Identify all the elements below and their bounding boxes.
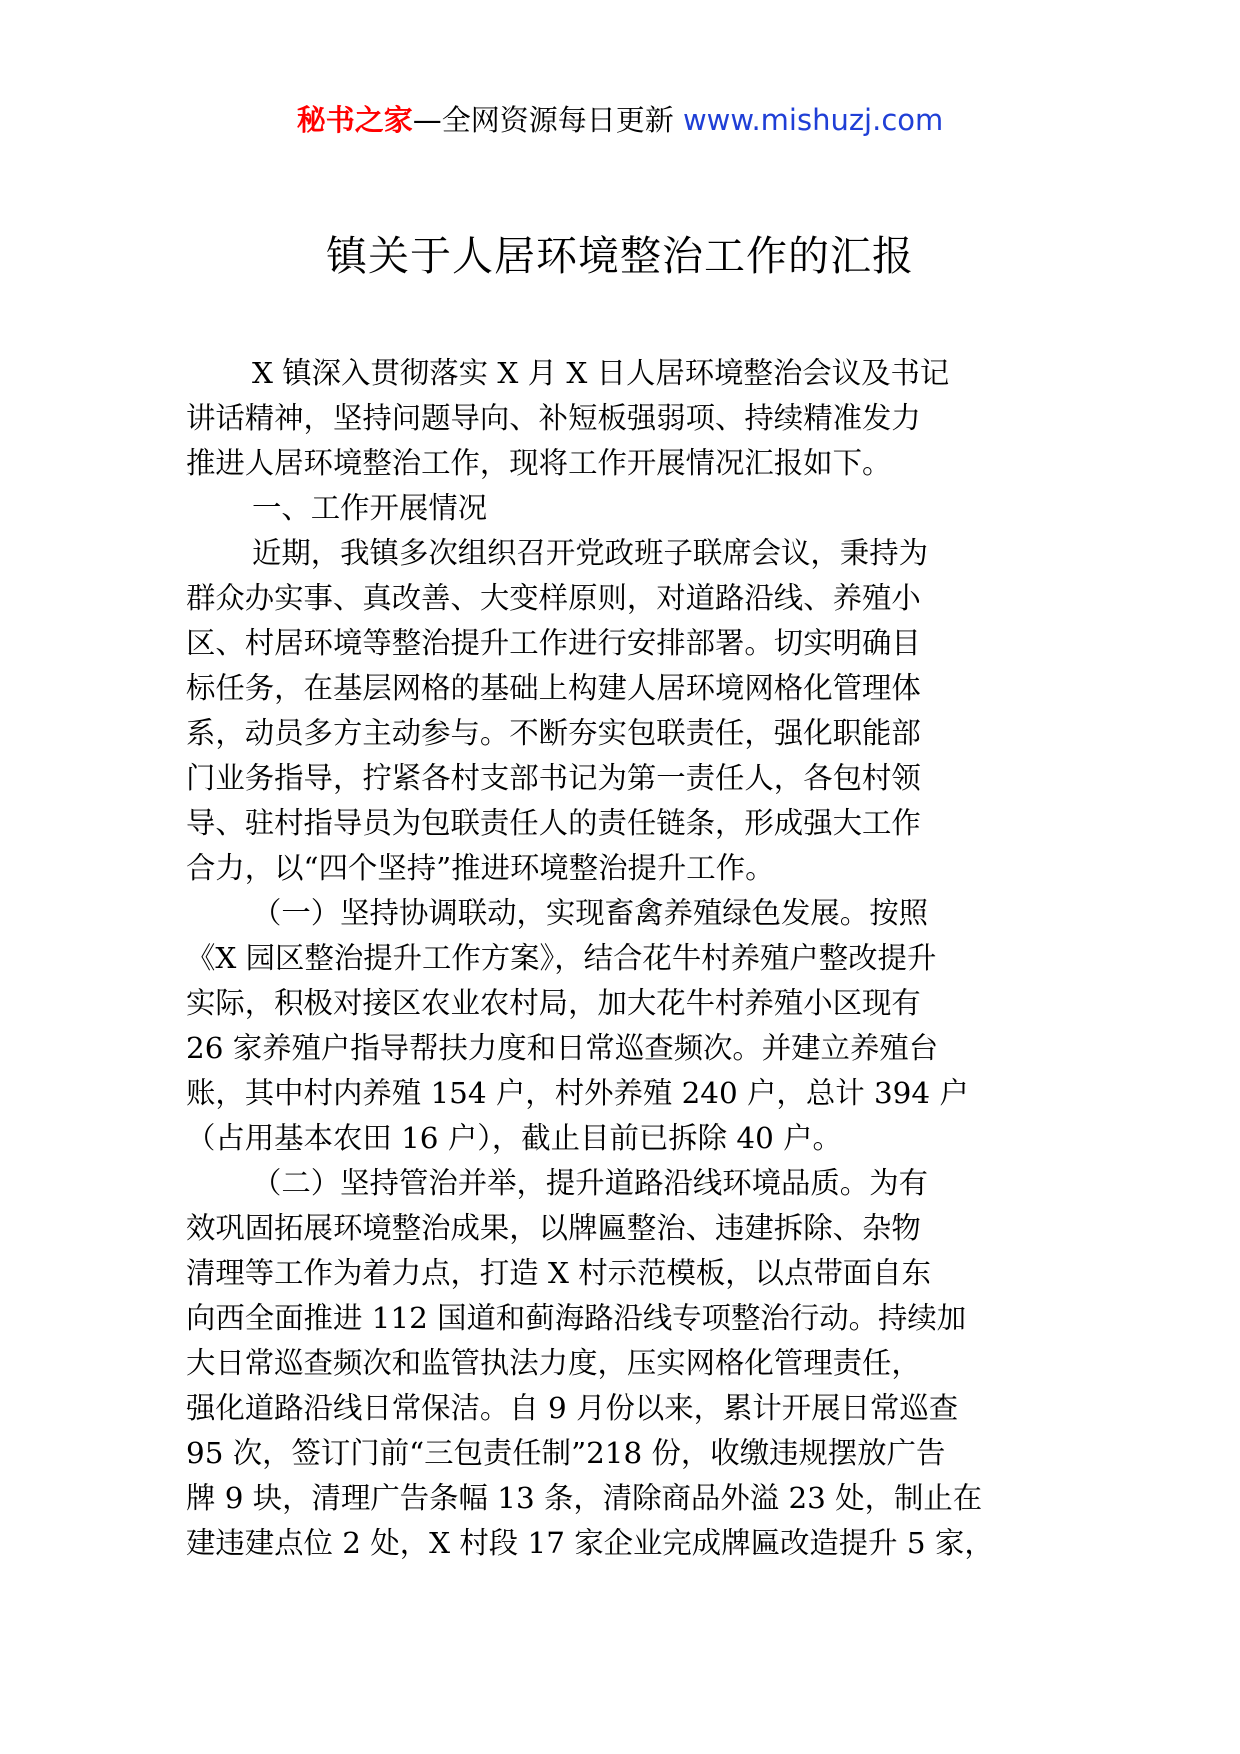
body-line: 导、驻村指导员为包联责任人的责任链条，形成强大工作 (186, 806, 921, 840)
document-title: 镇关于人居环境整治工作的汇报 (326, 232, 914, 280)
body-line: 讲话精神，坚持问题导向、补短板强弱项、持续精准发力 (186, 401, 921, 435)
body-line: 一、工作开展情况 (252, 491, 488, 525)
body-line: 向西全面推进 112 国道和蓟海路沿线专项整治行动。持续加 (186, 1301, 967, 1335)
body-line: 系，动员多方主动参与。不断夯实包联责任，强化职能部 (186, 716, 921, 750)
body-line: （一）坚持协调联动，实现畜禽养殖绿色发展。按照 (252, 896, 928, 930)
body-line: 清理等工作为着力点，打造 X 村示范模板，以点带面自东 (186, 1256, 931, 1290)
body-line: 实际，积极对接区农业农村局，加大花牛村养殖小区现有 (186, 986, 921, 1020)
body-line: 门业务指导，拧紧各村支部书记为第一责任人，各包村领 (186, 761, 921, 795)
body-line: 合力，以“四个坚持”推进环境整治提升工作。 (186, 851, 775, 885)
body-line: 账，其中村内养殖 154 户，村外养殖 240 户，总计 394 户 (186, 1076, 969, 1110)
body-line: X 镇深入贯彻落实 X 月 X 日人居环境整治会议及书记 (252, 356, 950, 390)
body-line: 《X 园区整治提升工作方案》，结合花牛村养殖户整改提升 (186, 941, 937, 975)
site-url-link[interactable]: www.mishuzj.com (682, 103, 944, 137)
body-line: （占用基本农田 16 户），截止目前已拆除 40 户。 (186, 1121, 842, 1155)
body-line: 大日常巡查频次和监管执法力度，压实网格化管理责任， (186, 1346, 921, 1380)
body-line: 26 家养殖户指导帮扶力度和日常巡查频次。并建立养殖台 (186, 1031, 939, 1065)
body-line: 群众办实事、真改善、大变样原则，对道路沿线、养殖小 (186, 581, 921, 615)
document-body (186, 351, 1046, 1566)
body-line: 强化道路沿线日常保洁。自 9 月份以来，累计开展日常巡查 (186, 1391, 959, 1425)
site-brand: 秘书之家 (296, 103, 413, 137)
body-line: 效巩固拓展环境整治成果，以牌匾整治、违建拆除、杂物 (186, 1211, 921, 1245)
site-slogan: —全网资源每日更新 (412, 103, 674, 137)
site-header (0, 100, 1240, 140)
body-line: 牌 9 块，清理广告条幅 13 条，清除商品外溢 23 处，制止在 (186, 1481, 983, 1515)
body-line: 推进人居环境整治工作，现将工作开展情况汇报如下。 (186, 446, 892, 480)
body-line: （二）坚持管治并举，提升道路沿线环境品质。为有 (252, 1166, 928, 1200)
body-line: 近期，我镇多次组织召开党政班子联席会议，秉持为 (252, 536, 928, 570)
body-line: 建违建点位 2 处，X 村段 17 家企业完成牌匾改造提升 5 家， (186, 1526, 994, 1560)
body-line: 标任务，在基层网格的基础上构建人居环境网格化管理体 (186, 671, 921, 705)
body-line: 95 次，签订门前“三包责任制”218 份，收缴违规摆放广告 (186, 1436, 946, 1470)
body-line: 区、村居环境等整治提升工作进行安排部署。切实明确目 (186, 626, 921, 660)
